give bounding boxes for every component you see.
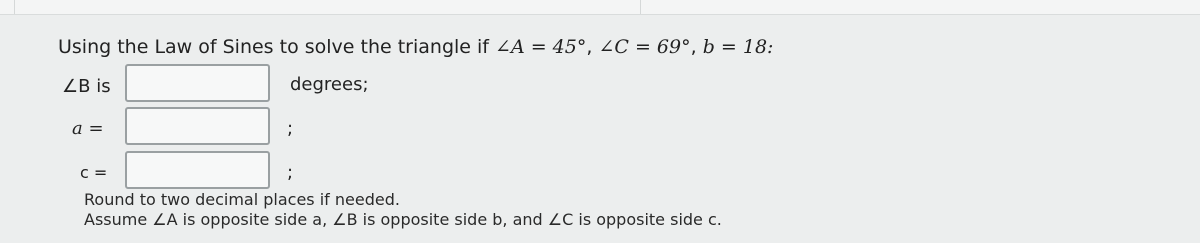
toolbar-divider [640,0,641,14]
answer-suffix-semicolon: ; [287,118,294,139]
given-angle-c: ∠C = 69° [598,36,691,58]
side-a-input[interactable] [125,107,270,145]
answer-label-angle-b: ∠B is [62,76,111,97]
given-side-b: b = 18: [702,36,774,58]
question-text: Using the Law of Sines to solve the triangle if ∠A = 45°, ∠C = 69°, b = 18: [58,36,774,58]
top-toolbar-strip [0,0,1200,15]
question-prefix: Using the Law of Sines to solve the triangle if [58,36,496,58]
answer-label-side-c: c = [80,163,108,182]
answer-suffix-semicolon: ; [287,162,294,183]
toolbar-divider [14,0,15,14]
answer-label-side-a: a = [72,118,104,139]
rounding-instruction: Round to two decimal places if needed. [84,190,400,209]
given-angle-a: ∠A = 45° [495,36,587,58]
answer-suffix-degrees: degrees; [290,74,369,95]
opposite-sides-assumption: Assume ∠A is opposite side a, ∠B is opposite side b, and ∠C is opposite side c. [84,210,722,229]
angle-b-input[interactable] [125,64,270,102]
side-c-input[interactable] [125,151,270,189]
